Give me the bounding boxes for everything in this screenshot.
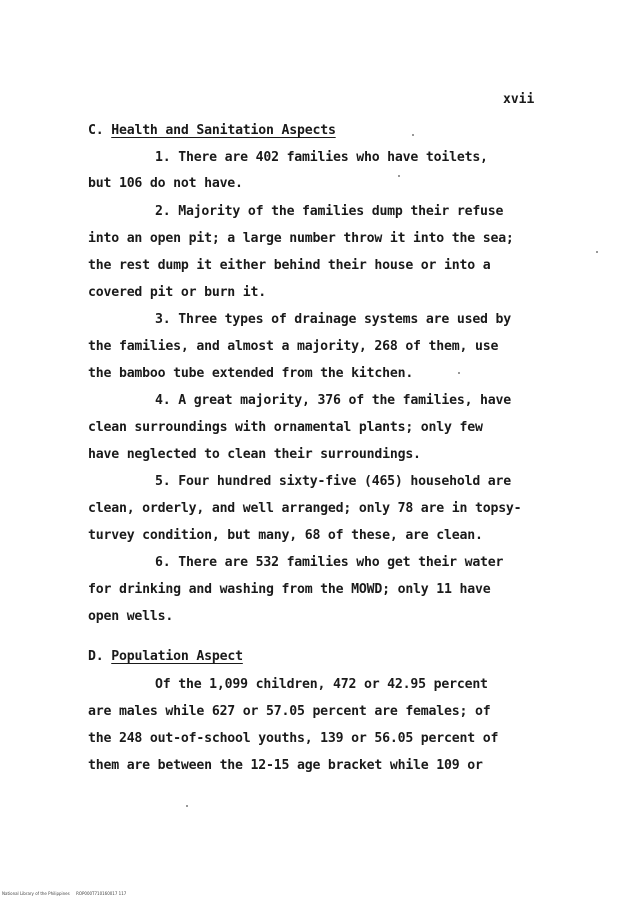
text-line: turvey condition, but many, 68 of these, are clean. bbox=[88, 528, 483, 543]
footer bbox=[2, 891, 126, 896]
page-number: xvii bbox=[503, 92, 535, 107]
text-line: but 106 do not have. bbox=[88, 176, 243, 191]
scan-speck bbox=[412, 134, 414, 136]
text-line: 5. Four hundred sixty-five (465) household are bbox=[155, 474, 512, 489]
section-d-title: Population Aspect bbox=[111, 649, 243, 664]
text-line: into an open pit; a large number throw it into the sea; bbox=[88, 231, 514, 246]
text-line: are males while 627 or 57.05 percent are females; of bbox=[88, 704, 491, 719]
text-line: 3. Three types of drainage systems are used by bbox=[155, 312, 512, 327]
section-d-letter: D. bbox=[88, 649, 104, 664]
section-c-heading bbox=[88, 122, 336, 140]
text-line: the families, and almost a majority, 268 of them, use bbox=[88, 339, 499, 354]
section-d-heading bbox=[88, 648, 243, 666]
text-line: clean surroundings with ornamental plants; only few bbox=[88, 420, 483, 435]
text-line: clean, orderly, and well arranged; only 78 are in topsy- bbox=[88, 501, 522, 516]
text-line: them are between the 12-15 age bracket while 109 or bbox=[88, 758, 483, 773]
text-line: the bamboo tube extended from the kitchen. bbox=[88, 366, 414, 381]
section-c-letter: C. bbox=[88, 123, 104, 138]
text-line: 4. A great majority, 376 of the families, have bbox=[155, 393, 512, 408]
text-line: for drinking and washing from the MOWD; only 11 have bbox=[88, 582, 491, 597]
footer-code: ROP000T710160017 117 bbox=[76, 891, 127, 896]
text-line: covered pit or burn it. bbox=[88, 285, 267, 300]
footer-library: National Library of the Philippines bbox=[2, 891, 70, 896]
text-line: the rest dump it either behind their house or into a bbox=[88, 258, 491, 273]
scan-speck bbox=[458, 372, 460, 374]
section-c-title: Health and Sanitation Aspects bbox=[111, 123, 336, 138]
text-line: have neglected to clean their surroundings. bbox=[88, 447, 421, 462]
scan-speck bbox=[596, 251, 598, 253]
text-line: open wells. bbox=[88, 609, 174, 624]
scan-speck bbox=[398, 175, 400, 177]
text-line: 1. There are 402 families who have toilets, bbox=[155, 150, 488, 165]
text-line: 2. Majority of the families dump their refuse bbox=[155, 204, 504, 219]
text-line: 6. There are 532 families who get their water bbox=[155, 555, 504, 570]
scan-speck bbox=[186, 805, 188, 807]
text-line: the 248 out-of-school youths, 139 or 56.05 percent of bbox=[88, 731, 499, 746]
text-line: Of the 1,099 children, 472 or 42.95 percent bbox=[155, 677, 488, 692]
